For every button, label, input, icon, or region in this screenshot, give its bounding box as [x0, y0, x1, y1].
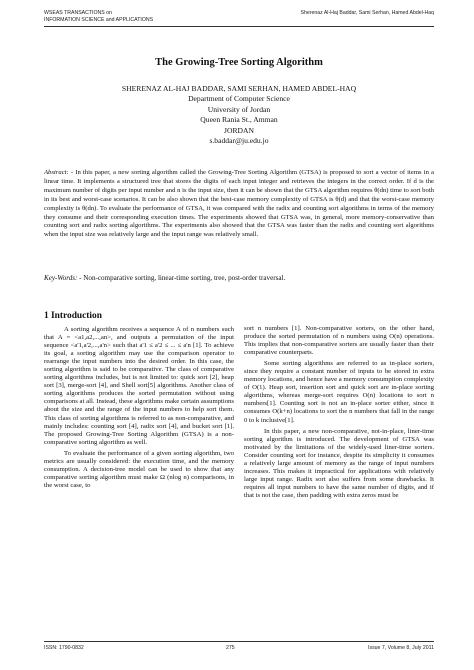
- journal-name-line1: WSEAS TRANSACTIONS on: [44, 10, 112, 16]
- header-divider: [44, 26, 434, 27]
- paragraph: To evaluate the performance of a given sorting algorithm, two metrics are usually considered: the execution time, and the memory consumption. A decision-tree model can be used to show that any comparative sorting algorithm must make Ω (nlog n) comparisons, in the worst case, to: [44, 449, 234, 489]
- footer-divider: [44, 641, 434, 642]
- keywords-label: Key-Words: -: [44, 274, 82, 282]
- left-column: [44, 310, 234, 490]
- abstract-label: Abstract: -: [44, 169, 74, 176]
- right-column: [244, 325, 434, 500]
- author-email: s.baddar@ju.edu.jo: [209, 136, 269, 146]
- author-university: University of Jordan: [207, 104, 271, 114]
- footer-issn: ISSN: 1790-0832: [44, 645, 84, 651]
- keywords: [44, 274, 434, 283]
- paper-title: The Growing-Tree Sorting Algorithm: [155, 57, 323, 68]
- abstract: [44, 169, 434, 240]
- running-header-journal: [44, 10, 244, 23]
- author-block: [44, 84, 434, 146]
- footer-issue: Issue 7, Volume 8, July 2011: [368, 645, 434, 651]
- page-number: 275: [226, 645, 235, 651]
- keywords-text: Non-comparative sorting, linear-time sorting, tree, post-order traversal.: [83, 274, 286, 282]
- author-department: Department of Computer Science: [188, 94, 290, 104]
- running-header-authors: Sherenaz Al-Haj Baddar, Sami Serhan, Hamed Abdel-Haq: [300, 10, 434, 16]
- section-heading-introduction: 1 Introduction: [44, 311, 102, 321]
- author-address: Queen Rania St., Amman: [200, 115, 278, 125]
- journal-name-line2: INFORMATION SCIENCE and APPLICATIONS: [44, 16, 154, 23]
- abstract-text: In this paper, a new sorting algorithm called the Growing-Tree Sorting Algorithm (GTSA) is proposed to sort a vector of items in a linear time. It implements a structured tree that stores the digits of each input integer and retrieves the integers in the correct order. If d is the maximum number of digits per input number and n is the input size, then it can be shown that the GTSA algorithm requires θ(dn) time to sort both in its best and worst-case scenarios. It can be also shown that the best-case memory complexity of GTSA is θ(d) and that the worst-case memory complexity is θ(dn). To evaluate the performance of GTSA, it was compared with the radix and counting sort algorithms in terms of the memory they consume and their corresponding execution times. The experiments showed that GTSA was, in general, more memory-conservative than counting sort and radix sorting algorithms. The experiments also showed that the GTSA was faster than the radix and counting sort algorithms when the input size was relatively large and the input range was relatively small.: [44, 169, 434, 239]
- paragraph: Some sorting algorithms are referred to as in-place sorters, since they require a constant number of inputs to be stored in extra memory locations, and hence have a memory consumption complexity of O(1). Heap sort, insertion sort and quick sort are in-place sorting algorithms, whereas merge-sort requires O(n) locations to sort n numbers[1]. Counting sort is not an in-place sorter either, since it consumes O(k+n) locations to sort the n numbers that fall in the range 0 to k inclusive[1].: [244, 360, 434, 424]
- author-names: SHERENAZ AL-HAJ BADDAR, SAMI SERHAN, HAMED ABDEL-HAQ: [121, 84, 357, 93]
- paragraph: In this paper, a new non-comparative, not-in-place, liner-time sorting algorithm is introduced. The development of GTSA was motivated by the limitations of the widely-used liner-time sorters. Consider counting sort for instance, despite its simplicity it consumes a relatively large amount of memory as the range of input numbers increases. This makes it impractical for applications with relatively large input range. Radix sort also suffers from some drawbacks. It requires all input numbers to have the same number of digits, and if that is not the case, then padding with extra zeros must be: [244, 427, 434, 499]
- paragraph: A sorting algorithm receives a sequence A of n numbers such that A = <a1,a2,...,an>, and outputs a permutation of the input sequence <a'1,a'2,...,a'n> such that a'1 ≤ a'2 ≤ ... ≤ a'n [1]. To achieve its goal, a sorting algorithm may use the comparison operator to rearrange the input numbers into the desired order. In this case, the sorting algorithm is said to be comparative. The class of comparative sorting algorithms includes, but is not limited to: quick sort [2], heap sort [3], merge-sort [4], and Shell sort[5] algorithms. Another class of sorting algorithms produces the sorted permutation without using comparisons at all. Instead, these algorithms make certain assumptions about the size and the range of the input numbers to help sort them. This class of sorting algorithms is referred to as non-comparative, and mainly includes: counting sort [4], radix sort [4], and bucket sort [1]. The proposed Growing-Tree Sorting Algorithm (GTSA) is a non-comparative sorting algorithm as well.: [44, 326, 234, 446]
- author-country: JORDAN: [224, 125, 254, 135]
- paragraph: sort n numbers [1]. Non-comparative sorters, on the other hand, produce the sorted permutation of n numbers using O(n) operations. This implies that non-comparative sorters are usually faster than their comparative counterparts.: [244, 325, 434, 357]
